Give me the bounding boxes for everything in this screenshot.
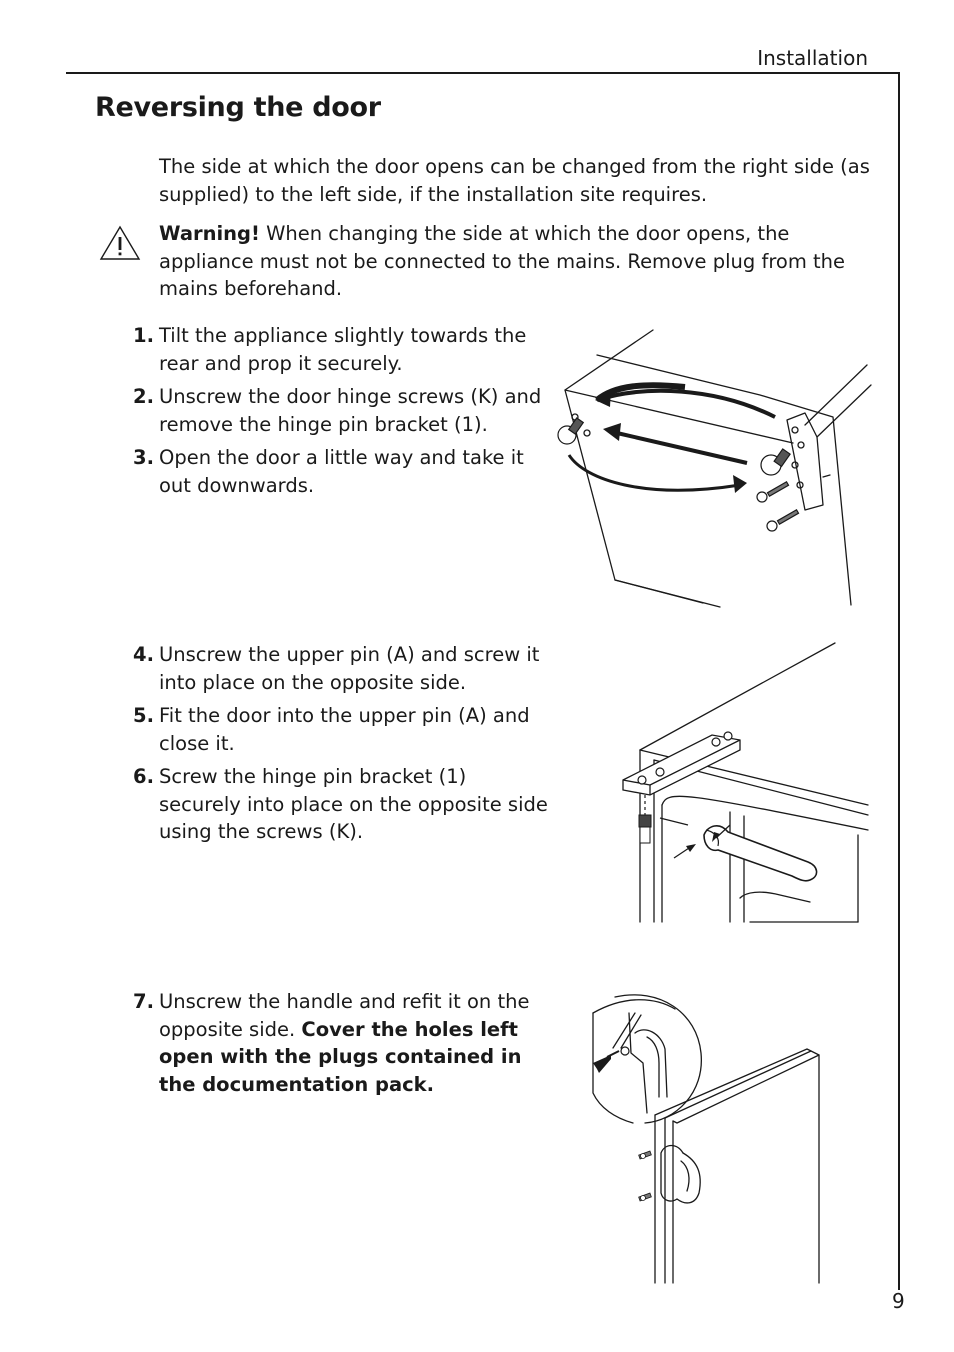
list-item <box>130 763 550 846</box>
section-label: Installation <box>757 46 868 70</box>
header-rule <box>66 72 900 74</box>
step-number: 4. <box>133 643 154 666</box>
page-number: 9 <box>892 1289 905 1313</box>
warning-paragraph <box>159 220 879 303</box>
step-text: Unscrew the handle and refit it on the opposite side. <box>159 990 530 1041</box>
step-number: 6. <box>133 765 154 788</box>
step-number: 5. <box>133 704 154 727</box>
step-text: Tilt the appliance slightly towards the rear and prop it securely. <box>159 324 527 375</box>
list-item <box>130 641 550 696</box>
step-number: 1. <box>133 324 154 347</box>
door-removal-illustration <box>555 325 875 610</box>
list-item <box>130 383 550 438</box>
step-bold-text: Cover the holes left open with the plugs contained in the documentation pack. <box>159 1017 522 1096</box>
list-item <box>130 988 550 1098</box>
warning-text: When changing the side at which the door opens, the appliance must not be connected to the mains. Remove plug from the mains beforehand. <box>159 222 846 300</box>
step-number: 3. <box>133 446 154 469</box>
list-item <box>130 444 550 499</box>
margin-rule <box>898 72 900 1290</box>
handle-refit-illustration <box>585 993 830 1288</box>
intro-paragraph: The side at which the door opens can be changed from the right side (as supplied) to the left side, if the installation site requires. <box>159 155 870 206</box>
page-title: Reversing the door <box>95 92 381 123</box>
step-text: Fit the door into the upper pin (A) and close it. <box>159 704 530 755</box>
steps-group-3 <box>130 988 550 1104</box>
list-item <box>130 322 550 377</box>
step-text: Unscrew the upper pin (A) and screw it into place on the opposite side. <box>159 643 540 694</box>
list-item <box>130 702 550 757</box>
steps-group-1 <box>130 322 550 505</box>
step-number: 7. <box>133 990 154 1013</box>
steps-group-2 <box>130 641 550 852</box>
upper-pin-bracket-illustration <box>620 640 875 925</box>
warning-label: Warning! <box>159 222 260 245</box>
step-text: Open the door a little way and take it out downwards. <box>159 446 524 497</box>
step-text: Screw the hinge pin bracket (1) securely into place on the opposite side using the screws (K). <box>159 765 548 843</box>
warning-triangle-icon <box>99 224 141 262</box>
step-number: 2. <box>133 385 154 408</box>
step-text: Unscrew the door hinge screws (K) and remove the hinge pin bracket (1). <box>159 385 542 436</box>
